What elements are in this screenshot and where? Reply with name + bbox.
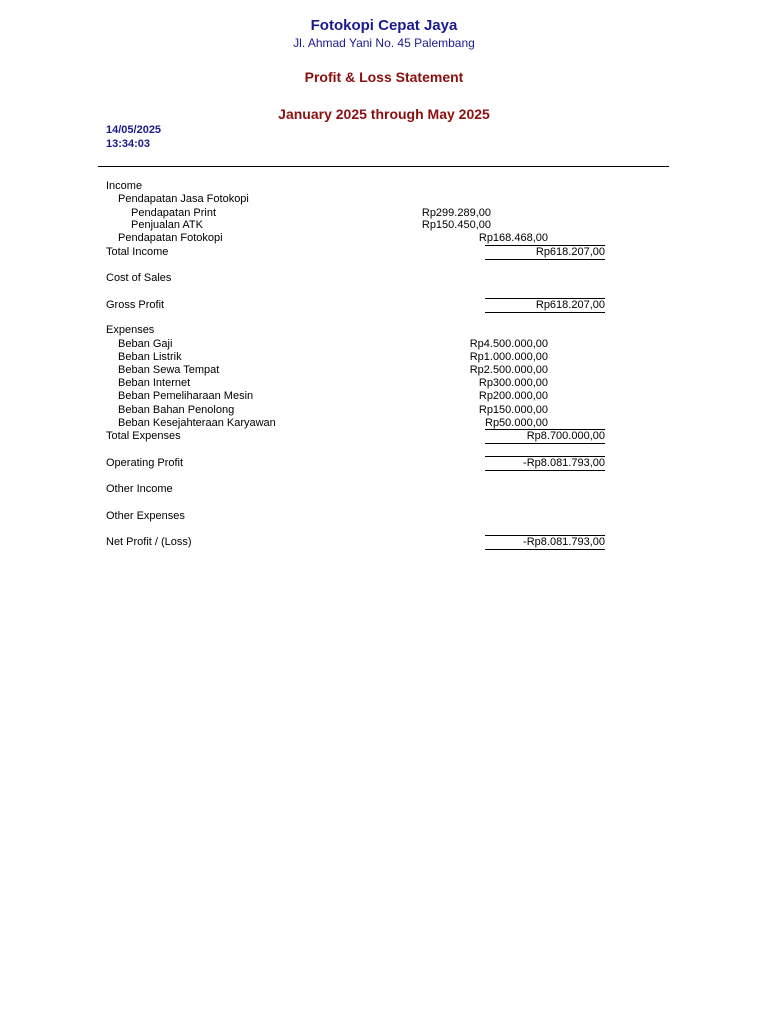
income-line-label: Penjualan ATK xyxy=(131,219,203,231)
income-line-amount: Rp168.468,00 xyxy=(478,232,548,244)
expense-line-label: Beban Kesejahteraan Karyawan xyxy=(118,417,276,429)
total-income-row xyxy=(0,246,768,259)
expense-line-label: Beban Sewa Tempat xyxy=(118,364,220,376)
expense-line-amount: Rp150.000,00 xyxy=(478,404,548,416)
company-address: Jl. Ahmad Yani No. 45 Palembang xyxy=(293,36,475,50)
expense-line-row xyxy=(0,338,768,351)
expense-line-label: Beban Listrik xyxy=(118,351,182,363)
expense-line-row xyxy=(0,417,768,430)
income-heading: Income xyxy=(106,180,143,192)
expenses-heading: Expenses xyxy=(106,324,155,336)
income-heading-row xyxy=(0,180,768,193)
expense-line-amount: Rp300.000,00 xyxy=(478,377,548,389)
income-line-label: Pendapatan Print xyxy=(131,207,217,219)
report-period: January 2025 through May 2025 xyxy=(278,106,490,122)
expenses-heading-row xyxy=(0,324,768,337)
expense-line-row xyxy=(0,364,768,377)
expense-line-amount: Rp4.500.000,00 xyxy=(469,338,548,350)
expense-line-label: Beban Gaji xyxy=(118,338,173,350)
operating-profit-row xyxy=(0,457,768,470)
expense-line-row xyxy=(0,377,768,390)
total-expenses-amount: Rp8.700.000,00 xyxy=(485,429,605,444)
income-group-row xyxy=(0,193,768,206)
other-expenses-row xyxy=(0,510,768,523)
expense-line-amount: Rp200.000,00 xyxy=(478,390,548,402)
operating-profit-amount: -Rp8.081.793,00 xyxy=(485,456,605,471)
total-expenses-label: Total Expenses xyxy=(106,430,181,442)
total-income-amount: Rp618.207,00 xyxy=(485,245,605,260)
income-line-label: Pendapatan Fotokopi xyxy=(118,232,223,244)
gross-profit-row xyxy=(0,299,768,312)
total-income-label: Total Income xyxy=(106,246,169,258)
income-line-amount: Rp150.450,00 xyxy=(421,219,491,231)
expense-line-row xyxy=(0,390,768,403)
income-line-amount: Rp299.289,00 xyxy=(421,207,491,219)
report-date: 14/05/2025 xyxy=(106,124,162,136)
gross-profit-amount: Rp618.207,00 xyxy=(485,298,605,313)
net-profit-amount: -Rp8.081.793,00 xyxy=(485,535,605,550)
expense-line-amount: Rp50.000,00 xyxy=(485,417,548,429)
income-group-label: Pendapatan Jasa Fotokopi xyxy=(118,193,249,205)
report-title: Profit & Loss Statement xyxy=(304,69,464,85)
cost-of-sales-row xyxy=(0,272,768,285)
net-profit-row xyxy=(0,536,768,549)
expense-line-label: Beban Internet xyxy=(118,377,191,389)
expense-line-row xyxy=(0,404,768,417)
report-time: 13:34:03 xyxy=(106,138,151,150)
cost-of-sales-label: Cost of Sales xyxy=(106,272,172,284)
income-line-row xyxy=(0,219,768,232)
expense-line-label: Beban Pemeliharaan Mesin xyxy=(118,390,254,402)
expense-line-row xyxy=(0,351,768,364)
other-expenses-label: Other Expenses xyxy=(106,510,185,522)
expense-line-amount: Rp1.000.000,00 xyxy=(469,351,548,363)
net-profit-label: Net Profit / (Loss) xyxy=(106,536,192,548)
other-income-label: Other Income xyxy=(106,483,173,495)
company-name: Fotokopi Cepat Jaya xyxy=(310,17,458,34)
gross-profit-label: Gross Profit xyxy=(106,299,165,311)
operating-profit-label: Operating Profit xyxy=(106,457,184,469)
expense-line-amount: Rp2.500.000,00 xyxy=(469,364,548,376)
header-divider xyxy=(98,166,669,167)
total-expenses-row xyxy=(0,430,768,443)
other-income-row xyxy=(0,483,768,496)
income-line-row xyxy=(0,232,768,245)
expense-line-label: Beban Bahan Penolong xyxy=(118,404,235,416)
